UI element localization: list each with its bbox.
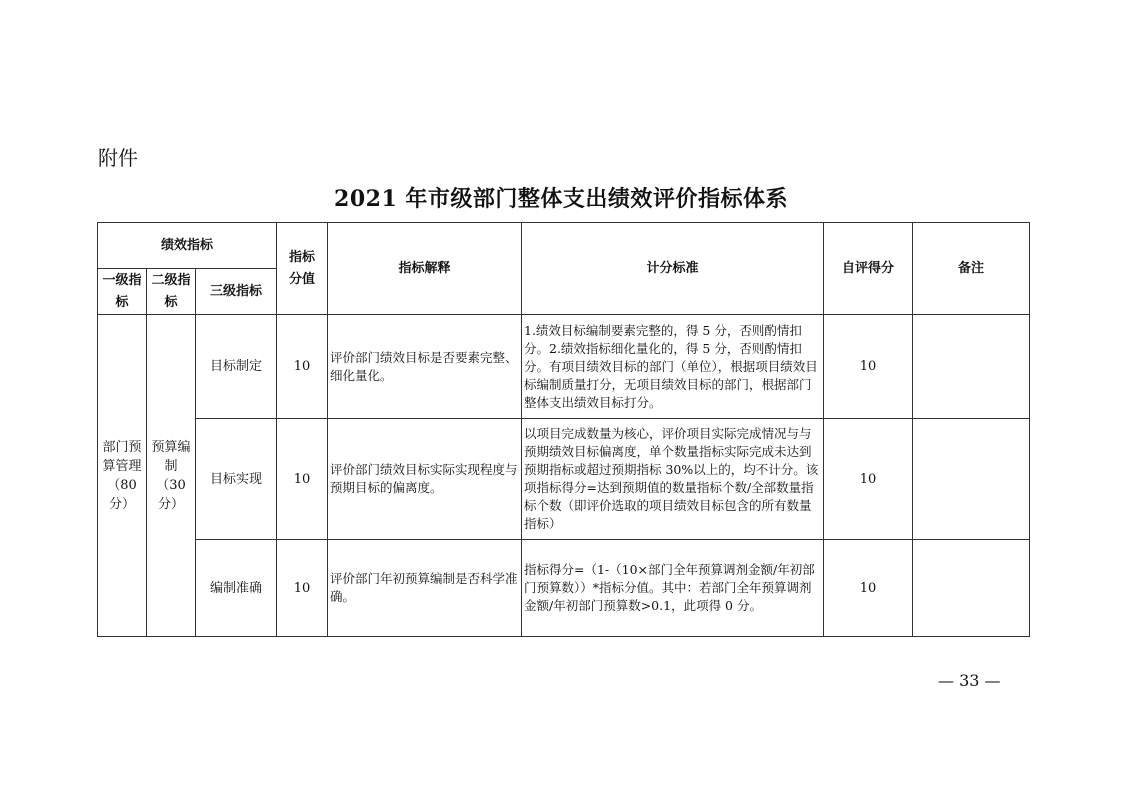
criteria-cell: 指标得分=（1-（10×部门全年预算调剂金额/年初部门预算数））*指标分值。其中：若部门全年预算调剂金额/年初部门预算数>0.1，此项得 0 分。 bbox=[522, 540, 824, 637]
score-value-cell: 10 bbox=[277, 315, 328, 419]
level3-cell: 编制准确 bbox=[196, 540, 277, 637]
level3-cell: 目标实现 bbox=[196, 419, 277, 540]
explanation-cell: 评价部门年初预算编制是否科学准确。 bbox=[328, 540, 522, 637]
remarks-cell bbox=[913, 315, 1030, 419]
header-explanation: 指标解释 bbox=[328, 223, 522, 315]
table-row bbox=[98, 419, 1030, 540]
document-title: 2021 年市级部门整体支出绩效评价指标体系 bbox=[334, 186, 788, 212]
indicator-table bbox=[97, 222, 1030, 637]
page-number: — 33 — bbox=[938, 671, 1001, 690]
remarks-cell bbox=[913, 540, 1030, 637]
self-score-cell: 10 bbox=[824, 315, 913, 419]
remarks-cell bbox=[913, 419, 1030, 540]
self-score-cell: 10 bbox=[824, 419, 913, 540]
header-self-score: 自评得分 bbox=[824, 223, 913, 315]
criteria-cell: 以项目完成数量为核心，评价项目实际完成情况与与预期绩效目标偏离度，单个数量指标实际完成未达到预期指标或超过预期指标 30%以上的，均不计分。该项指标得分=达到预期值的数量指标个数/全部数量指标个数（即评价选取的项目绩效目标包含的所有数量指标） bbox=[522, 419, 824, 540]
header-remarks: 备注 bbox=[913, 223, 1030, 315]
header-level2: 二级指标 bbox=[147, 269, 196, 315]
level2-cell: 预算编制（30分） bbox=[147, 315, 196, 637]
table-row bbox=[98, 315, 1030, 419]
level3-cell: 目标制定 bbox=[196, 315, 277, 419]
self-score-cell: 10 bbox=[824, 540, 913, 637]
table-row bbox=[98, 540, 1030, 637]
header-kpi: 绩效指标 bbox=[98, 223, 277, 269]
explanation-cell: 评价部门绩效目标实际实现程度与预期目标的偏离度。 bbox=[328, 419, 522, 540]
explanation-cell: 评价部门绩效目标是否要素完整、细化量化。 bbox=[328, 315, 522, 419]
header-score-value: 指标分值 bbox=[277, 223, 328, 315]
header-row-1 bbox=[98, 223, 1030, 269]
attachment-label: 附件 bbox=[98, 146, 138, 170]
header-level3: 三级指标 bbox=[196, 269, 277, 315]
score-value-cell: 10 bbox=[277, 540, 328, 637]
score-value-cell: 10 bbox=[277, 419, 328, 540]
header-criteria: 计分标准 bbox=[522, 223, 824, 315]
level1-cell: 部门预算管理（80分） bbox=[98, 315, 147, 637]
criteria-cell: 1.绩效目标编制要素完整的，得 5 分，否则酌情扣分。2.绩效指标细化量化的，得 5 分，否则酌情扣分。有项目绩效目标的部门（单位），根据项目绩效目标编制质量打分，无项目绩效目标的部门，根据部门整体支出绩效目标打分。 bbox=[522, 315, 824, 419]
header-level1: 一级指标 bbox=[98, 269, 147, 315]
